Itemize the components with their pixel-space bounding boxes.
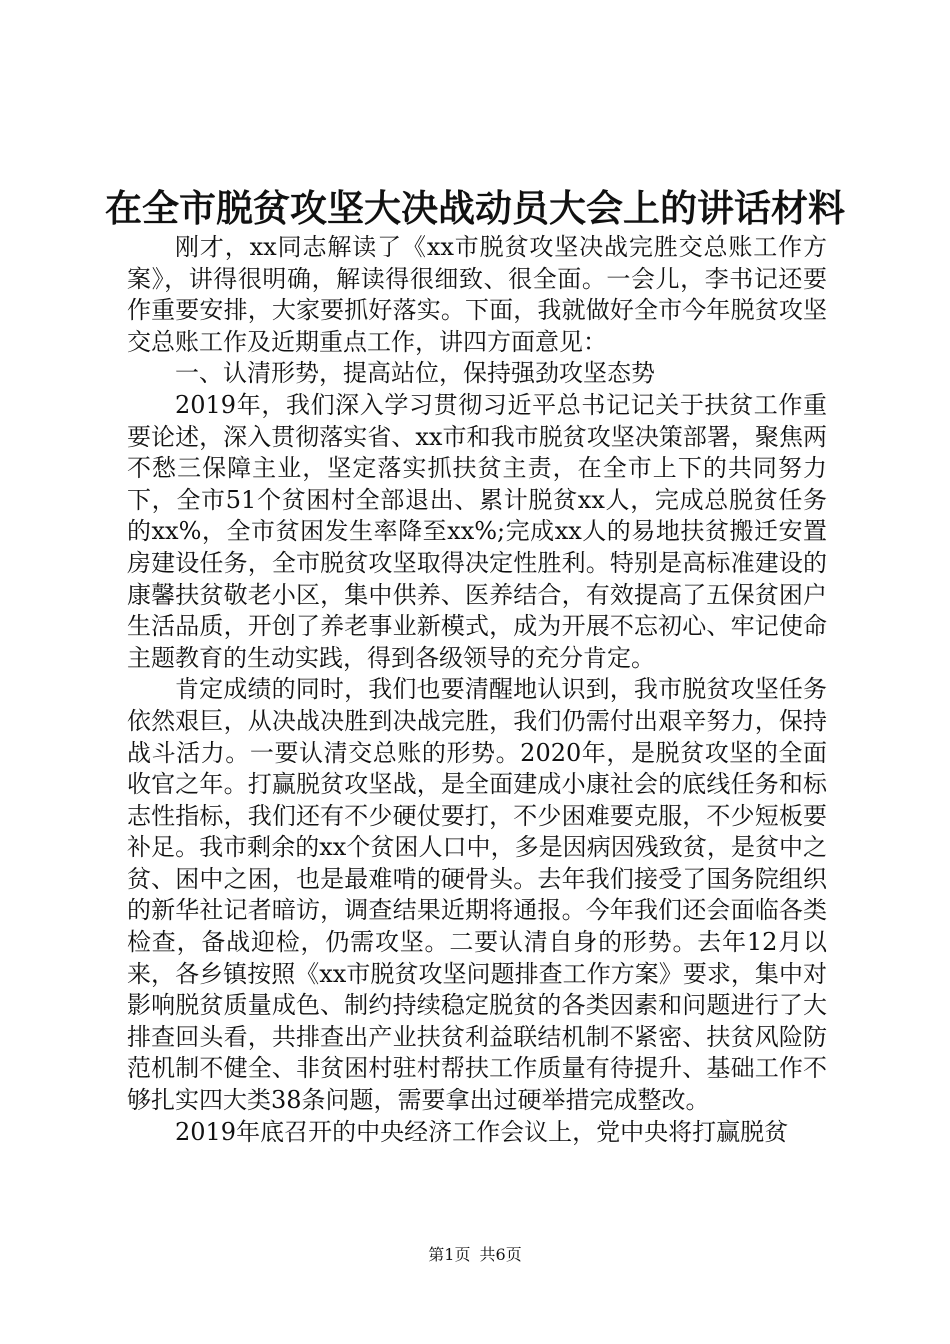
page-footer: [0, 1245, 950, 1265]
paragraph-conference: 2019年底召开的中央经济工作会议上，党中央将打赢脱贫: [175, 1117, 789, 1146]
page-number: 第1页: [428, 1245, 471, 1264]
paragraph-achievements: 2019年，我们深入学习贯彻习近平总书记记关于扶贫工作重要论述，深入贯彻落实省、xx市和我市脱贫攻坚决策部署，聚焦两不愁三保障主业，坚定落实抓扶贫主责，在全市上下的共同努力下，全市51个贫困村全部退出、累计脱贫xx人，完成总脱贫任务的xx%，全市贫困发生率降至xx%;完成xx人的易地扶贫搬迁安置房建设任务，全市脱贫攻坚取得决定性胜利。特别是高标准建设的康馨扶贫敬老小区，集中供养、医养结合，有效提高了五保贫困户生活品质，开创了养老事业新模式，成为开展不忘初心、牢记使命主题教育的生动实践，得到各级领导的充分肯定。: [127, 390, 827, 672]
paragraph-intro: 刚才，xx同志解读了《xx市脱贫攻坚决战完胜交总账工作方案》，讲得很明确，解读得很细致、很全面。一会儿，李书记还要作重要安排，大家要抓好落实。下面，我就做好全市今年脱贫攻坚交总账工作及近期重点工作，讲四方面意见：: [127, 233, 827, 356]
document-title: 在全市脱贫攻坚大决战动员大会上的讲话材料: [105, 187, 845, 230]
paragraph-challenges: 肯定成绩的同时，我们也要清醒地认识到，我市脱贫攻坚任务依然艰巨，从决战决胜到决战完胜，我们仍需付出艰辛努力，保持战斗活力。一要认清交总账的形势。2020年，是脱贫攻坚的全面收官之年。打赢脱贫攻坚战，是全面建成小康社会的底线任务和标志性指标，我们还有不少硬仗要打，不少困难要克服，不少短板要补足。我市剩余的xx个贫困人口中，多是因病因残致贫，是贫中之贫、困中之困，也是最难啃的硬骨头。去年我们接受了国务院组织的新华社记者暗访，调查结果近期将通报。今年我们还会面临各类检查，备战迎检，仍需攻坚。二要认清自身的形势。去年12月以来，各乡镇按照《xx市脱贫攻坚问题排查工作方案》要求，集中对影响脱贫质量成色、制约持续稳定脱贫的各类因素和问题进行了大排查回头看，共排查出产业扶贫利益联结机制不紧密、扶贫风险防范机制不健全、非贫困村驻村帮扶工作质量有待提升、基础工作不够扎实四大类38条问题，需要拿出过硬举措完成整改。: [127, 675, 827, 1115]
page-total: 共6页: [479, 1245, 522, 1264]
document-body: [127, 232, 827, 1148]
section-heading-1: 一、认清形势，提高站位，保持强劲攻坚态势: [175, 359, 655, 388]
